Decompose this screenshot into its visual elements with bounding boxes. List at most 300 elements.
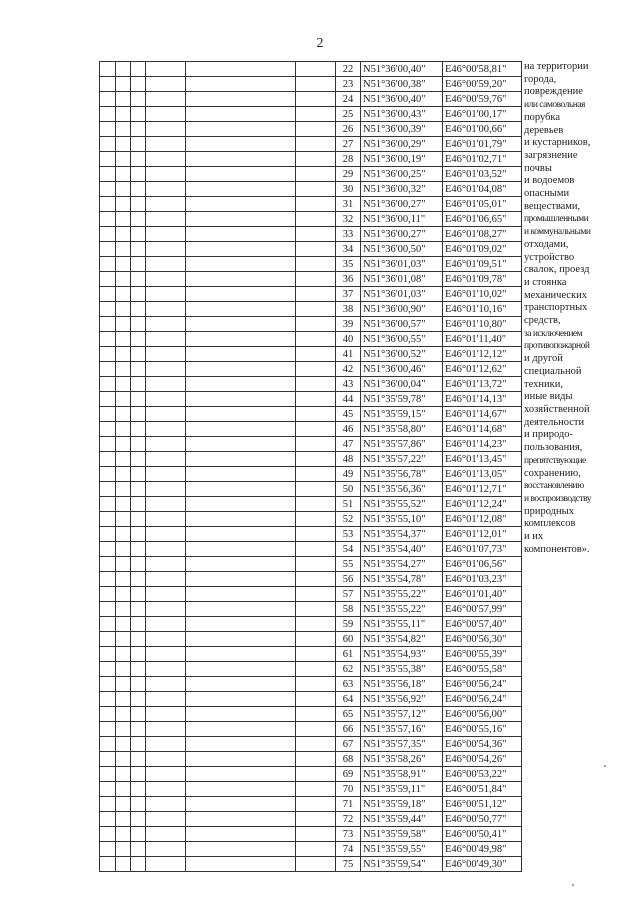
empty-cell — [131, 287, 146, 302]
empty-cell — [100, 662, 116, 677]
empty-cell — [186, 392, 296, 407]
table-row — [100, 107, 522, 122]
empty-cell — [131, 572, 146, 587]
note-line: отходами, — [524, 238, 569, 250]
note-line: промышленными — [524, 214, 589, 225]
empty-cell — [116, 197, 131, 212]
point-number-cell: 60 — [336, 632, 361, 647]
empty-cell — [186, 332, 296, 347]
latitude-cell: N51°35'56,92" — [361, 692, 443, 707]
empty-cell — [186, 827, 296, 842]
latitude-cell: N51°36'00,55" — [361, 332, 443, 347]
empty-cell — [131, 767, 146, 782]
latitude-cell: N51°36'00,40" — [361, 62, 443, 77]
empty-cell — [100, 332, 116, 347]
empty-cell — [296, 602, 336, 617]
empty-cell — [186, 122, 296, 137]
empty-cell — [116, 167, 131, 182]
empty-cell — [296, 782, 336, 797]
table-row — [100, 317, 522, 332]
note-line: и природо- — [524, 429, 574, 441]
longitude-cell: E46°00'56,24" — [443, 677, 522, 692]
empty-cell — [131, 92, 146, 107]
point-number-cell: 49 — [336, 467, 361, 482]
longitude-cell: E46°01'06,65" — [443, 212, 522, 227]
empty-cell — [131, 692, 146, 707]
empty-cell — [186, 197, 296, 212]
empty-cell — [116, 302, 131, 317]
table-row — [100, 782, 522, 797]
point-number-cell: 71 — [336, 797, 361, 812]
empty-cell — [186, 317, 296, 332]
table-row — [100, 662, 522, 677]
longitude-cell: E46°00'54,26" — [443, 752, 522, 767]
empty-cell — [116, 92, 131, 107]
empty-cell — [186, 752, 296, 767]
table-row — [100, 77, 522, 92]
empty-cell — [116, 227, 131, 242]
empty-cell — [146, 422, 186, 437]
empty-cell — [131, 617, 146, 632]
empty-cell — [296, 107, 336, 122]
empty-cell — [131, 122, 146, 137]
longitude-cell: E46°01'13,45" — [443, 452, 522, 467]
empty-cell — [146, 227, 186, 242]
latitude-cell: N51°36'00,32" — [361, 182, 443, 197]
empty-cell — [186, 482, 296, 497]
empty-cell — [100, 407, 116, 422]
latitude-cell: N51°36'00,39" — [361, 122, 443, 137]
empty-cell — [186, 182, 296, 197]
empty-cell — [186, 407, 296, 422]
point-number-cell: 27 — [336, 137, 361, 152]
point-number-cell: 68 — [336, 752, 361, 767]
longitude-cell: E46°01'12,01" — [443, 527, 522, 542]
empty-cell — [100, 137, 116, 152]
empty-cell — [116, 362, 131, 377]
empty-cell — [131, 782, 146, 797]
table-row — [100, 287, 522, 302]
point-number-cell: 41 — [336, 347, 361, 362]
empty-cell — [116, 422, 131, 437]
empty-cell — [146, 167, 186, 182]
latitude-cell: N51°36'00,43" — [361, 107, 443, 122]
empty-cell — [131, 752, 146, 767]
empty-cell — [146, 812, 186, 827]
empty-cell — [116, 527, 131, 542]
empty-cell — [131, 62, 146, 77]
empty-cell — [131, 737, 146, 752]
latitude-cell: N51°35'59,78" — [361, 392, 443, 407]
table-row — [100, 617, 522, 632]
point-number-cell: 37 — [336, 287, 361, 302]
empty-cell — [146, 272, 186, 287]
empty-cell — [296, 92, 336, 107]
empty-cell — [296, 647, 336, 662]
empty-cell — [100, 677, 116, 692]
point-number-cell: 43 — [336, 377, 361, 392]
point-number-cell: 22 — [336, 62, 361, 77]
point-number-cell: 36 — [336, 272, 361, 287]
table-row — [100, 587, 522, 602]
empty-cell — [131, 227, 146, 242]
latitude-cell: N51°35'56,18" — [361, 677, 443, 692]
longitude-cell: E46°01'09,51" — [443, 257, 522, 272]
note-line: деятельности — [524, 416, 585, 428]
empty-cell — [186, 617, 296, 632]
empty-cell — [100, 857, 116, 872]
empty-cell — [146, 647, 186, 662]
note-line: и стоянка — [524, 276, 567, 288]
longitude-cell: E46°01'13,05" — [443, 467, 522, 482]
latitude-cell: N51°35'54,82" — [361, 632, 443, 647]
empty-cell — [116, 182, 131, 197]
point-number-cell: 73 — [336, 827, 361, 842]
latitude-cell: N51°36'00,04" — [361, 377, 443, 392]
empty-cell — [100, 812, 116, 827]
empty-cell — [116, 722, 131, 737]
empty-cell — [100, 92, 116, 107]
page-number: 2 — [316, 36, 324, 51]
empty-cell — [296, 752, 336, 767]
latitude-cell: N51°36'00,40" — [361, 92, 443, 107]
empty-cell — [146, 197, 186, 212]
empty-cell — [296, 137, 336, 152]
note-line: компонентов». — [524, 543, 590, 555]
empty-cell — [146, 152, 186, 167]
table-row — [100, 197, 522, 212]
empty-cell — [186, 377, 296, 392]
longitude-cell: E46°01'10,16" — [443, 302, 522, 317]
note-line: загрязнение — [524, 149, 578, 161]
empty-cell — [116, 287, 131, 302]
latitude-cell: N51°35'56,36" — [361, 482, 443, 497]
empty-cell — [146, 482, 186, 497]
point-number-cell: 31 — [336, 197, 361, 212]
empty-cell — [186, 767, 296, 782]
empty-cell — [146, 707, 186, 722]
empty-cell — [186, 467, 296, 482]
latitude-cell: N51°35'54,93" — [361, 647, 443, 662]
empty-cell — [116, 242, 131, 257]
empty-cell — [131, 857, 146, 872]
empty-cell — [146, 542, 186, 557]
latitude-cell: N51°35'59,54" — [361, 857, 443, 872]
longitude-cell: E46°00'51,84" — [443, 782, 522, 797]
empty-cell — [100, 197, 116, 212]
empty-cell — [186, 662, 296, 677]
empty-cell — [296, 152, 336, 167]
empty-cell — [131, 647, 146, 662]
empty-cell — [186, 77, 296, 92]
empty-cell — [146, 392, 186, 407]
empty-cell — [100, 617, 116, 632]
point-number-cell: 45 — [336, 407, 361, 422]
longitude-cell: E46°01'09,78" — [443, 272, 522, 287]
table-row — [100, 677, 522, 692]
empty-cell — [100, 77, 116, 92]
latitude-cell: N51°35'55,22" — [361, 602, 443, 617]
empty-cell — [100, 767, 116, 782]
empty-cell — [116, 272, 131, 287]
empty-cell — [116, 332, 131, 347]
point-number-cell: 26 — [336, 122, 361, 137]
empty-cell — [131, 437, 146, 452]
empty-cell — [296, 347, 336, 362]
empty-cell — [146, 137, 186, 152]
table-row — [100, 377, 522, 392]
empty-cell — [146, 92, 186, 107]
point-number-cell: 62 — [336, 662, 361, 677]
point-number-cell: 57 — [336, 587, 361, 602]
empty-cell — [116, 812, 131, 827]
empty-cell — [146, 827, 186, 842]
empty-cell — [116, 137, 131, 152]
empty-cell — [131, 317, 146, 332]
empty-cell — [100, 167, 116, 182]
longitude-cell: E46°01'12,08" — [443, 512, 522, 527]
latitude-cell: N51°35'57,12" — [361, 707, 443, 722]
latitude-cell: N51°35'55,38" — [361, 662, 443, 677]
empty-cell — [100, 647, 116, 662]
empty-cell — [100, 692, 116, 707]
latitude-cell: N51°35'58,91" — [361, 767, 443, 782]
longitude-cell: E46°01'08,27" — [443, 227, 522, 242]
empty-cell — [131, 332, 146, 347]
latitude-cell: N51°36'00,50" — [361, 242, 443, 257]
empty-cell — [186, 92, 296, 107]
point-number-cell: 69 — [336, 767, 361, 782]
empty-cell — [296, 407, 336, 422]
empty-cell — [131, 842, 146, 857]
table-row — [100, 857, 522, 872]
note-line: веществами, — [524, 200, 581, 212]
point-number-cell: 51 — [336, 497, 361, 512]
longitude-cell: E46°00'50,77" — [443, 812, 522, 827]
empty-cell — [146, 722, 186, 737]
note-line: и кустарников, — [524, 137, 591, 149]
point-number-cell: 25 — [336, 107, 361, 122]
empty-cell — [116, 767, 131, 782]
longitude-cell: E46°01'12,71" — [443, 482, 522, 497]
empty-cell — [146, 602, 186, 617]
empty-cell — [100, 287, 116, 302]
note-line: хозяйственной — [524, 403, 590, 415]
latitude-cell: N51°36'00,11" — [361, 212, 443, 227]
note-line: комплексов — [524, 518, 576, 530]
latitude-cell: N51°35'56,78" — [361, 467, 443, 482]
empty-cell — [100, 182, 116, 197]
empty-cell — [100, 122, 116, 137]
point-number-cell: 44 — [336, 392, 361, 407]
note-line: свалок, проезд — [524, 264, 590, 276]
latitude-cell: N51°36'00,27" — [361, 197, 443, 212]
table-row — [100, 572, 522, 587]
point-number-cell: 63 — [336, 677, 361, 692]
empty-cell — [296, 422, 336, 437]
empty-cell — [116, 77, 131, 92]
table-row — [100, 842, 522, 857]
empty-cell — [116, 377, 131, 392]
empty-cell — [146, 617, 186, 632]
table-row — [100, 722, 522, 737]
empty-cell — [146, 632, 186, 647]
empty-cell — [296, 797, 336, 812]
point-number-cell: 47 — [336, 437, 361, 452]
point-number-cell: 38 — [336, 302, 361, 317]
empty-cell — [116, 737, 131, 752]
empty-cell — [131, 827, 146, 842]
longitude-cell: E46°00'58,81" — [443, 62, 522, 77]
empty-cell — [131, 212, 146, 227]
empty-cell — [296, 362, 336, 377]
note-line: противопожарной — [524, 341, 590, 352]
point-number-cell: 54 — [336, 542, 361, 557]
empty-cell — [116, 632, 131, 647]
table-row — [100, 392, 522, 407]
empty-cell — [131, 302, 146, 317]
empty-cell — [131, 347, 146, 362]
empty-cell — [100, 587, 116, 602]
longitude-cell: E46°00'57,40" — [443, 617, 522, 632]
empty-cell — [116, 572, 131, 587]
latitude-cell: N51°35'59,15" — [361, 407, 443, 422]
empty-cell — [146, 737, 186, 752]
longitude-cell: E46°00'51,12" — [443, 797, 522, 812]
note-line: восстановлению — [524, 481, 584, 492]
empty-cell — [186, 737, 296, 752]
longitude-cell: E46°01'14,13" — [443, 392, 522, 407]
empty-cell — [186, 557, 296, 572]
empty-cell — [100, 482, 116, 497]
table-row — [100, 512, 522, 527]
table-row — [100, 62, 522, 77]
empty-cell — [296, 857, 336, 872]
empty-cell — [296, 662, 336, 677]
empty-cell — [116, 257, 131, 272]
empty-cell — [186, 692, 296, 707]
longitude-cell: E46°01'07,73" — [443, 542, 522, 557]
table-row — [100, 437, 522, 452]
empty-cell — [100, 347, 116, 362]
empty-cell — [116, 347, 131, 362]
empty-cell — [146, 452, 186, 467]
point-number-cell: 48 — [336, 452, 361, 467]
point-number-cell: 39 — [336, 317, 361, 332]
empty-cell — [131, 662, 146, 677]
restrictions-note — [524, 61, 636, 556]
latitude-cell: N51°35'54,78" — [361, 572, 443, 587]
point-number-cell: 72 — [336, 812, 361, 827]
empty-cell — [186, 812, 296, 827]
latitude-cell: N51°35'55,10" — [361, 512, 443, 527]
empty-cell — [131, 242, 146, 257]
empty-cell — [100, 392, 116, 407]
note-line: препятствующие — [524, 455, 586, 466]
point-number-cell: 53 — [336, 527, 361, 542]
empty-cell — [146, 242, 186, 257]
empty-cell — [296, 557, 336, 572]
table-row — [100, 362, 522, 377]
empty-cell — [296, 842, 336, 857]
empty-cell — [146, 782, 186, 797]
empty-cell — [146, 62, 186, 77]
empty-cell — [186, 362, 296, 377]
point-number-cell: 28 — [336, 152, 361, 167]
empty-cell — [116, 782, 131, 797]
empty-cell — [146, 512, 186, 527]
empty-cell — [116, 452, 131, 467]
longitude-cell: E46°01'05,01" — [443, 197, 522, 212]
empty-cell — [100, 257, 116, 272]
empty-cell — [146, 767, 186, 782]
table-row — [100, 767, 522, 782]
longitude-cell: E46°00'59,20" — [443, 77, 522, 92]
empty-cell — [100, 632, 116, 647]
longitude-cell: E46°01'11,40" — [443, 332, 522, 347]
latitude-cell: N51°35'59,11" — [361, 782, 443, 797]
latitude-cell: N51°36'01,08" — [361, 272, 443, 287]
longitude-cell: E46°01'12,62" — [443, 362, 522, 377]
table-row — [100, 347, 522, 362]
point-number-cell: 59 — [336, 617, 361, 632]
note-line: сохранению, — [524, 467, 581, 479]
empty-cell — [131, 197, 146, 212]
empty-cell — [296, 212, 336, 227]
longitude-cell: E46°01'04,08" — [443, 182, 522, 197]
longitude-cell: E46°01'00,17" — [443, 107, 522, 122]
note-line: природных — [524, 505, 574, 517]
latitude-cell: N51°35'59,55" — [361, 842, 443, 857]
empty-cell — [100, 497, 116, 512]
point-number-cell: 52 — [336, 512, 361, 527]
empty-cell — [186, 347, 296, 362]
empty-cell — [100, 452, 116, 467]
empty-cell — [186, 497, 296, 512]
empty-cell — [296, 182, 336, 197]
empty-cell — [186, 227, 296, 242]
empty-cell — [186, 587, 296, 602]
note-line: за исключением — [524, 328, 583, 339]
point-number-cell: 67 — [336, 737, 361, 752]
empty-cell — [186, 437, 296, 452]
table-row — [100, 452, 522, 467]
empty-cell — [146, 497, 186, 512]
empty-cell — [186, 287, 296, 302]
empty-cell — [131, 467, 146, 482]
empty-cell — [186, 242, 296, 257]
empty-cell — [146, 287, 186, 302]
empty-cell — [100, 557, 116, 572]
empty-cell — [131, 707, 146, 722]
latitude-cell: N51°36'00,46" — [361, 362, 443, 377]
empty-cell — [116, 797, 131, 812]
empty-cell — [131, 677, 146, 692]
empty-cell — [100, 542, 116, 557]
empty-cell — [186, 512, 296, 527]
latitude-cell: N51°36'00,90" — [361, 302, 443, 317]
empty-cell — [186, 842, 296, 857]
latitude-cell: N51°36'00,29" — [361, 137, 443, 152]
empty-cell — [100, 152, 116, 167]
coordinates-table-body — [100, 62, 522, 872]
empty-cell — [116, 857, 131, 872]
latitude-cell: N51°35'59,18" — [361, 797, 443, 812]
empty-cell — [100, 362, 116, 377]
longitude-cell: E46°01'13,72" — [443, 377, 522, 392]
empty-cell — [100, 422, 116, 437]
empty-cell — [146, 407, 186, 422]
